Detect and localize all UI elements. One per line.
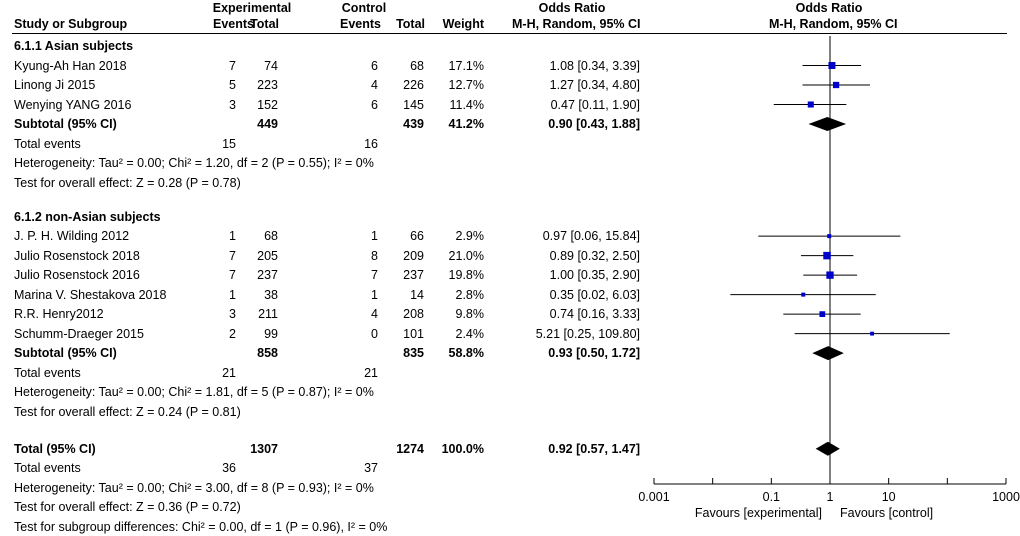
study-weight: 2.9% [455,229,484,244]
subtotal-ci: 0.90 [0.43, 1.88] [548,117,640,131]
overall-effect: Test for overall effect: Z = 0.28 (P = 0.78) [14,175,241,190]
plot-header-title: Odds Ratio [795,1,863,15]
overall-effect: Test for overall effect: Z = 0.24 (P = 0.81) [14,404,241,419]
study-ctl-events: 6 [371,58,378,73]
study-name: Linong Ji 2015 [14,78,96,92]
study-ctl-events: 4 [371,307,378,322]
study-ctl-events: 0 [371,326,378,341]
study-point-estimate [870,332,874,336]
study-name: R.R. Henry2012 [14,307,104,322]
study-weight: 19.8% [448,268,484,283]
study-ctl-events: 1 [371,229,378,244]
total-events-exp: 21 [222,365,236,380]
study-exp-total: 205 [257,248,278,263]
x-axis-tick-label: 10 [881,490,896,504]
study-name: Wenying YANG 2016 [14,97,132,112]
subtotal-ctl-total: 439 [403,117,424,131]
study-exp-total: 99 [264,326,278,341]
subtotal-exp-total: 449 [257,117,278,131]
total-events-ctl: 21 [364,365,378,380]
study-exp-events: 2 [229,326,236,341]
study-weight: 9.8% [455,307,484,322]
total-events-exp: 15 [222,136,236,151]
study-exp-events: 7 [229,268,236,283]
study-point-estimate [808,101,814,107]
favours-experimental-label: Favours [experimental] [694,506,822,520]
study-exp-events: 1 [229,287,236,302]
study-ci: 5.21 [0.25, 109.80] [535,326,640,341]
heterogeneity-total: Heterogeneity: Tau² = 0.00; Chi² = 3.00, df = 8 (P = 0.93); I² = 0% [14,480,374,495]
x-axis-tick-label: 0.001 [638,490,670,504]
plot-header-method: M-H, Random, 95% CI [769,17,898,31]
study-ctl-total: 66 [410,229,424,244]
study-name: Kyung-Ah Han 2018 [14,58,127,73]
heterogeneity: Heterogeneity: Tau² = 0.00; Chi² = 1.81, df = 5 (P = 0.87); I² = 0% [14,385,374,400]
study-ci: 1.27 [0.34, 4.80] [549,78,640,92]
study-ctl-total: 237 [403,268,424,283]
total-events-exp: 36 [222,461,236,476]
overall-effect-total: Test for overall effect: Z = 0.36 (P = 0.72) [14,500,241,515]
study-weight: 21.0% [448,248,484,263]
group-header-control: Control [341,1,387,15]
total-ci: 0.92 [0.57, 1.47] [548,441,640,456]
study-exp-total: 237 [257,268,278,283]
study-exp-total: 211 [258,307,278,322]
col-header-exp-total: Total [250,17,279,31]
total-ctl-total: 1274 [396,441,424,456]
study-ci: 1.00 [0.35, 2.90] [549,268,640,283]
favours-control-label: Favours [control] [840,506,934,520]
study-exp-events: 1 [229,229,236,244]
x-axis-tick-label: 1 [826,490,834,504]
study-weight: 11.4% [449,97,484,112]
study-name: Schumm-Draeger 2015 [14,326,144,341]
study-ci: 0.47 [0.11, 1.90] [550,97,640,112]
study-ci: 0.97 [0.06, 15.84] [542,229,640,244]
col-header-or-method: M-H, Random, 95% CI [512,17,641,31]
study-ctl-total: 145 [403,97,424,112]
study-exp-total: 152 [257,97,278,112]
study-exp-events: 7 [229,248,236,263]
x-axis-tick-label: 1000 [992,490,1020,504]
subtotal-label: Subtotal (95% CI) [14,346,117,361]
subtotal-weight: 41.2% [448,117,484,131]
study-weight: 2.4% [455,326,484,341]
study-ctl-total: 226 [403,78,424,92]
study-ctl-total: 209 [403,248,424,263]
study-exp-events: 7 [229,58,236,73]
subtotal-label: Subtotal (95% CI) [14,117,117,131]
study-ci: 0.35 [0.02, 6.03] [549,287,640,302]
total-label: Total (95% CI) [14,441,96,456]
subtotal-weight: 58.8% [448,346,484,361]
col-header-ctl-events: Events [340,17,381,31]
study-ci: 0.74 [0.16, 3.33] [549,307,640,322]
pooled-diamond [816,442,840,456]
study-ctl-events: 6 [371,97,378,112]
total-exp-total: 1307 [250,441,278,456]
study-name: Julio Rosenstock 2016 [14,268,140,283]
study-ctl-total: 208 [403,307,424,322]
study-ctl-events: 8 [371,248,378,263]
x-axis-tick-label: 0.1 [762,490,781,504]
pooled-diamond [812,346,843,360]
col-header-exp-events: Events [213,17,254,31]
study-point-estimate [819,311,825,317]
study-ctl-total: 68 [410,58,424,73]
group-header-experimental: Experimental [212,1,292,15]
subgroup-title: 6.1.2 non-Asian subjects [14,209,161,224]
study-ci: 0.89 [0.32, 2.50] [549,248,640,263]
total-events-ctl: 37 [364,461,378,476]
study-point-estimate [801,293,805,297]
total-events-label: Total events [14,461,81,476]
study-point-estimate [828,62,835,69]
study-name: Julio Rosenstock 2018 [14,248,140,263]
study-ctl-events: 4 [371,78,378,92]
study-exp-events: 3 [229,307,236,322]
study-exp-total: 38 [264,287,278,302]
subtotal-ctl-total: 835 [403,346,424,361]
study-ctl-total: 101 [403,326,424,341]
study-point-estimate [826,271,833,278]
total-events-ctl: 16 [364,136,378,151]
study-exp-total: 223 [257,78,278,92]
total-weight: 100.0% [441,441,484,456]
total-events-label: Total events [14,136,81,151]
subgroup-title: 6.1.1 Asian subjects [14,39,134,53]
or-header-title: Odds Ratio [538,1,606,15]
heterogeneity: Heterogeneity: Tau² = 0.00; Chi² = 1.20, df = 2 (P = 0.55); I² = 0% [14,156,374,170]
study-ctl-total: 14 [410,287,424,302]
study-exp-events: 5 [229,78,236,92]
col-header-study: Study or Subgroup [14,17,128,31]
study-point-estimate [823,252,830,259]
total-events-label: Total events [14,365,81,380]
pooled-diamond [808,117,846,131]
study-weight: 2.8% [455,287,484,302]
col-header-ctl-total: Total [396,17,425,31]
study-point-estimate [827,234,831,238]
col-header-weight: Weight [442,17,484,31]
subtotal-ci: 0.93 [0.50, 1.72] [548,346,640,361]
study-point-estimate [833,82,839,88]
study-exp-total: 74 [264,58,278,73]
subtotal-exp-total: 858 [257,346,278,361]
subgroup-differences: Test for subgroup differences: Chi² = 0.00, df = 1 (P = 0.96), I² = 0% [14,519,388,534]
study-ci: 1.08 [0.34, 3.39] [549,58,640,73]
study-name: Marina V. Shestakova 2018 [14,287,167,302]
study-ctl-events: 1 [371,287,378,302]
study-exp-events: 3 [229,97,236,112]
study-exp-total: 68 [264,229,278,244]
study-ctl-events: 7 [371,268,378,283]
study-weight: 17.1% [448,58,484,73]
study-weight: 12.7% [448,78,484,92]
study-name: J. P. H. Wilding 2012 [14,229,130,244]
